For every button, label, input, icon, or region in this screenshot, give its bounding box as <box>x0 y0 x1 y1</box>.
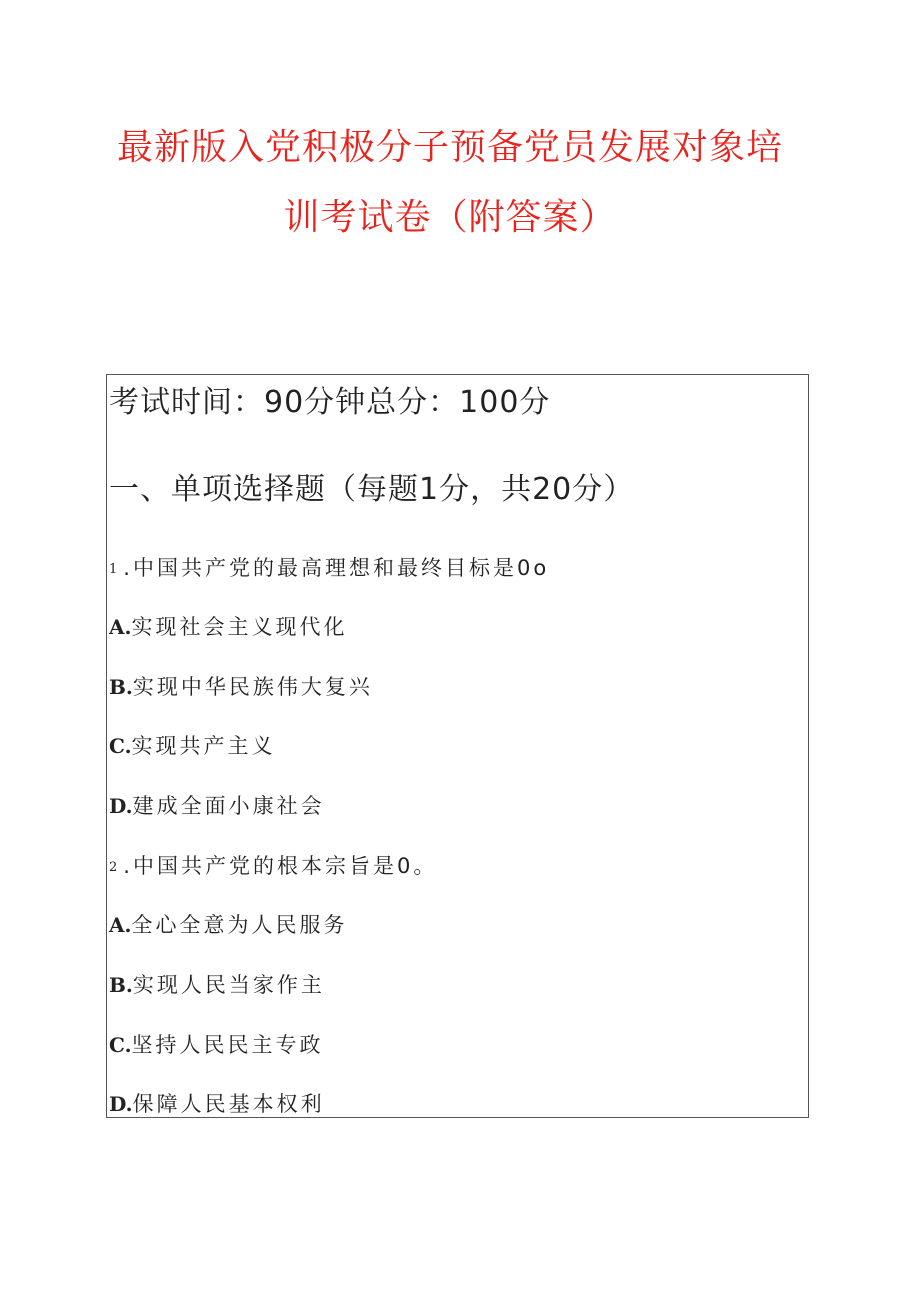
option-text: 保障人民基本权利 <box>132 1092 325 1116</box>
option-letter: C. <box>109 734 132 758</box>
option-text: 坚持人民民主专政 <box>131 1033 324 1057</box>
option-text: 实现社会主义现代化 <box>131 615 348 639</box>
option-letter: B. <box>109 973 133 997</box>
option-letter: D. <box>109 1092 133 1116</box>
option-letter: A. <box>109 615 132 639</box>
option-text: 全心全意为人民服务 <box>131 913 348 937</box>
option-text: 实现中华民族伟大复兴 <box>132 675 373 699</box>
option-text: 实现共产主义 <box>131 734 276 758</box>
option-letter: A. <box>109 913 132 937</box>
section-title: 一、单项选择题（每题1分，共20分） <box>109 472 635 507</box>
question-number: 2 <box>109 860 118 875</box>
question-1-option-a <box>109 614 347 640</box>
question-number: 1 <box>109 562 118 577</box>
question-1-option-c <box>109 733 276 759</box>
question-1-option-d <box>109 793 325 819</box>
question-2-option-c <box>109 1032 324 1058</box>
option-text: 建成全面小康社会 <box>132 794 325 818</box>
question-1 <box>109 555 549 583</box>
option-letter: C. <box>109 1033 132 1057</box>
question-2 <box>109 853 437 881</box>
document-title-line-1: 最新版入党积极分子预备党员发展对象培 <box>116 127 783 168</box>
exam-info: 考试时间：90分钟总分：100分 <box>109 385 551 420</box>
exam-content-box <box>106 374 809 1118</box>
question-2-option-d <box>109 1091 325 1117</box>
option-text: 实现人民当家作主 <box>132 973 325 997</box>
question-text: .中国共产党的根本宗旨是0。 <box>123 854 438 878</box>
option-letter: D. <box>109 794 133 818</box>
document-title-line-2: 训考试卷（附答案） <box>283 197 617 238</box>
question-1-option-b <box>109 674 373 700</box>
option-letter: B. <box>109 675 133 699</box>
question-2-option-a <box>109 912 347 938</box>
question-2-option-b <box>109 972 325 998</box>
question-text: .中国共产党的最高理想和最终目标是0o <box>123 556 550 580</box>
